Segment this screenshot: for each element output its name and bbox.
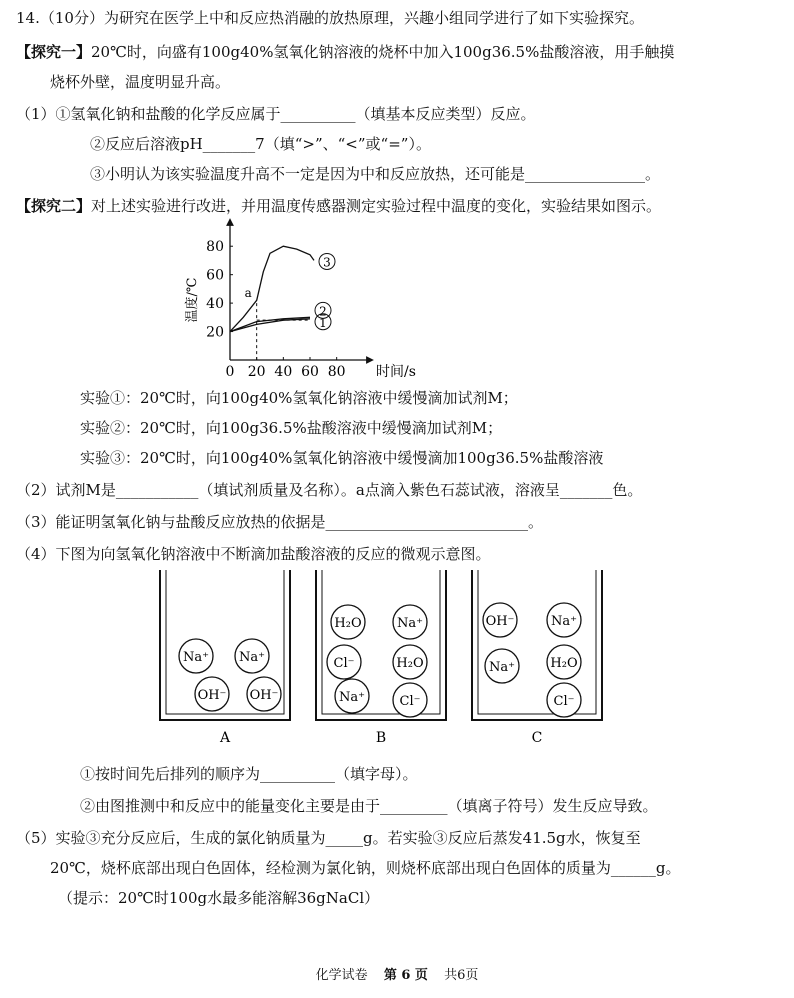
explore1-cont: 烧杯外壁，温度明显升高。 (50, 73, 231, 91)
footer-total: 共6页 (444, 968, 479, 983)
x-tick-label-2: 40 (274, 364, 293, 380)
particle-label-A-1: Na⁺ (183, 650, 209, 665)
hint: （提示：20℃时100g水最多能溶解36gNaCl） (58, 889, 380, 907)
particle-label-C-3: Na⁺ (489, 660, 515, 675)
part1-2: ②反应后溶液pH_______7（填“>”、“<”或“=”）。 (90, 135, 431, 153)
y-tick-label-1: 40 (206, 296, 224, 313)
series-label-1: 1 (319, 315, 327, 330)
particle-label-B-1: H₂O (334, 616, 362, 631)
part1-3: ③小明认为该实验温度升高不一定是因为中和反应放热，还可能是________________。 (90, 165, 661, 183)
x-tick-label-1: 20 (247, 364, 266, 380)
explore2-title: 【探究二】 (16, 197, 92, 215)
beaker-label-A: A (219, 730, 231, 746)
particle-label-B-2: Na⁺ (397, 616, 423, 631)
question-header: 14.（10分）为研究在医学上中和反应热消融的放热原理，兴趣小组同学进行了如下实验探究。 (16, 9, 644, 27)
part2: （2）试剂M是___________（填试剂质量及名称）。a点滴入紫色石蕊试液，溶液呈_______色。 (16, 481, 643, 499)
experiment-2: 实验②：20℃时，向100g36.5%盐酸溶液中缓慢滴加试剂M； (80, 419, 503, 437)
footer-subject: 化学试卷 (315, 968, 368, 983)
particle-label-B-5: Na⁺ (339, 690, 365, 705)
x-tick-label-4: 80 (327, 364, 346, 380)
particle-label-A-3: OH⁻ (197, 688, 227, 703)
explore1 (16, 42, 674, 62)
particle-label-C-1: OH⁻ (485, 614, 515, 629)
experiment-1: 实验①：20℃时，向100g40%氢氧化钠溶液中缓慢滴加试剂M； (80, 389, 518, 407)
experiment-3: 实验③：20℃时，向100g40%氢氧化钠溶液中缓慢滴加100g36.5%盐酸溶液 (80, 449, 604, 467)
particle-label-C-2: Na⁺ (551, 614, 577, 629)
part4-2: ②由图推测中和反应中的能量变化主要是由于_________（填离子符号）发生反应导致。 (80, 797, 658, 815)
y-axis-label: 温度/℃ (185, 277, 200, 323)
particle-label-A-2: Na⁺ (239, 650, 265, 665)
y-tick-label-2: 60 (206, 267, 224, 284)
beaker-C (472, 570, 602, 720)
explore1-text: 20℃时，向盛有100g40%氢氧化钠溶液的烧杯中加入100g36.5%盐酸溶液，用手触摸 (91, 43, 675, 61)
x-axis-label: 时间/s (376, 364, 416, 380)
x-tick-label-0: 0 (225, 364, 235, 380)
beaker-label-C: C (531, 730, 543, 746)
part1-1: （1）①氢氧化钠和盐酸的化学反应属于__________（填基本反应类型）反应。 (16, 105, 536, 123)
temperature-chart (180, 222, 440, 382)
marker-label: a (244, 286, 252, 301)
footer-page: 第 6 页 (383, 968, 428, 983)
x-tick-label-3: 60 (301, 364, 319, 380)
series-label-2: 2 (319, 304, 327, 319)
particle-label-B-3: Cl⁻ (333, 656, 355, 671)
explore1-title: 【探究一】 (16, 43, 92, 61)
part5-2: 20℃，烧杯底部出现白色固体，经检测为氯化钠，则烧杯底部出现白色固体的质量为______g。 (50, 859, 681, 877)
part5-1: （5）实验③充分反应后，生成的氯化钠质量为_____g。若实验③反应后蒸发41.5g水，恢复至 (16, 829, 641, 847)
part4-1: ①按时间先后排列的顺序为__________（填字母）。 (80, 765, 418, 783)
particle-label-B-6: Cl⁻ (399, 694, 421, 709)
particle-label-A-4: OH⁻ (249, 688, 279, 703)
page-footer (0, 964, 794, 983)
y-tick-label-3: 80 (206, 239, 224, 256)
part4: （4）下图为向氢氧化钠溶液中不断滴加盐酸溶液的反应的微观示意图。 (16, 545, 491, 563)
particle-label-C-5: Cl⁻ (553, 694, 575, 709)
part3: （3）能证明氢氧化钠与盐酸反应放热的依据是___________________________。 (16, 513, 544, 531)
beaker-label-B: B (375, 730, 387, 746)
beaker-diagram (160, 566, 578, 746)
particle-label-B-4: H₂O (396, 656, 424, 671)
series-label-3: 3 (323, 255, 331, 270)
explore2 (16, 196, 661, 216)
particle-label-C-4: H₂O (550, 656, 578, 671)
explore2-text: 对上述实验进行改进，并用温度传感器测定实验过程中温度的变化，实验结果如图示。 (91, 197, 662, 215)
y-tick-label-0: 20 (206, 324, 224, 341)
